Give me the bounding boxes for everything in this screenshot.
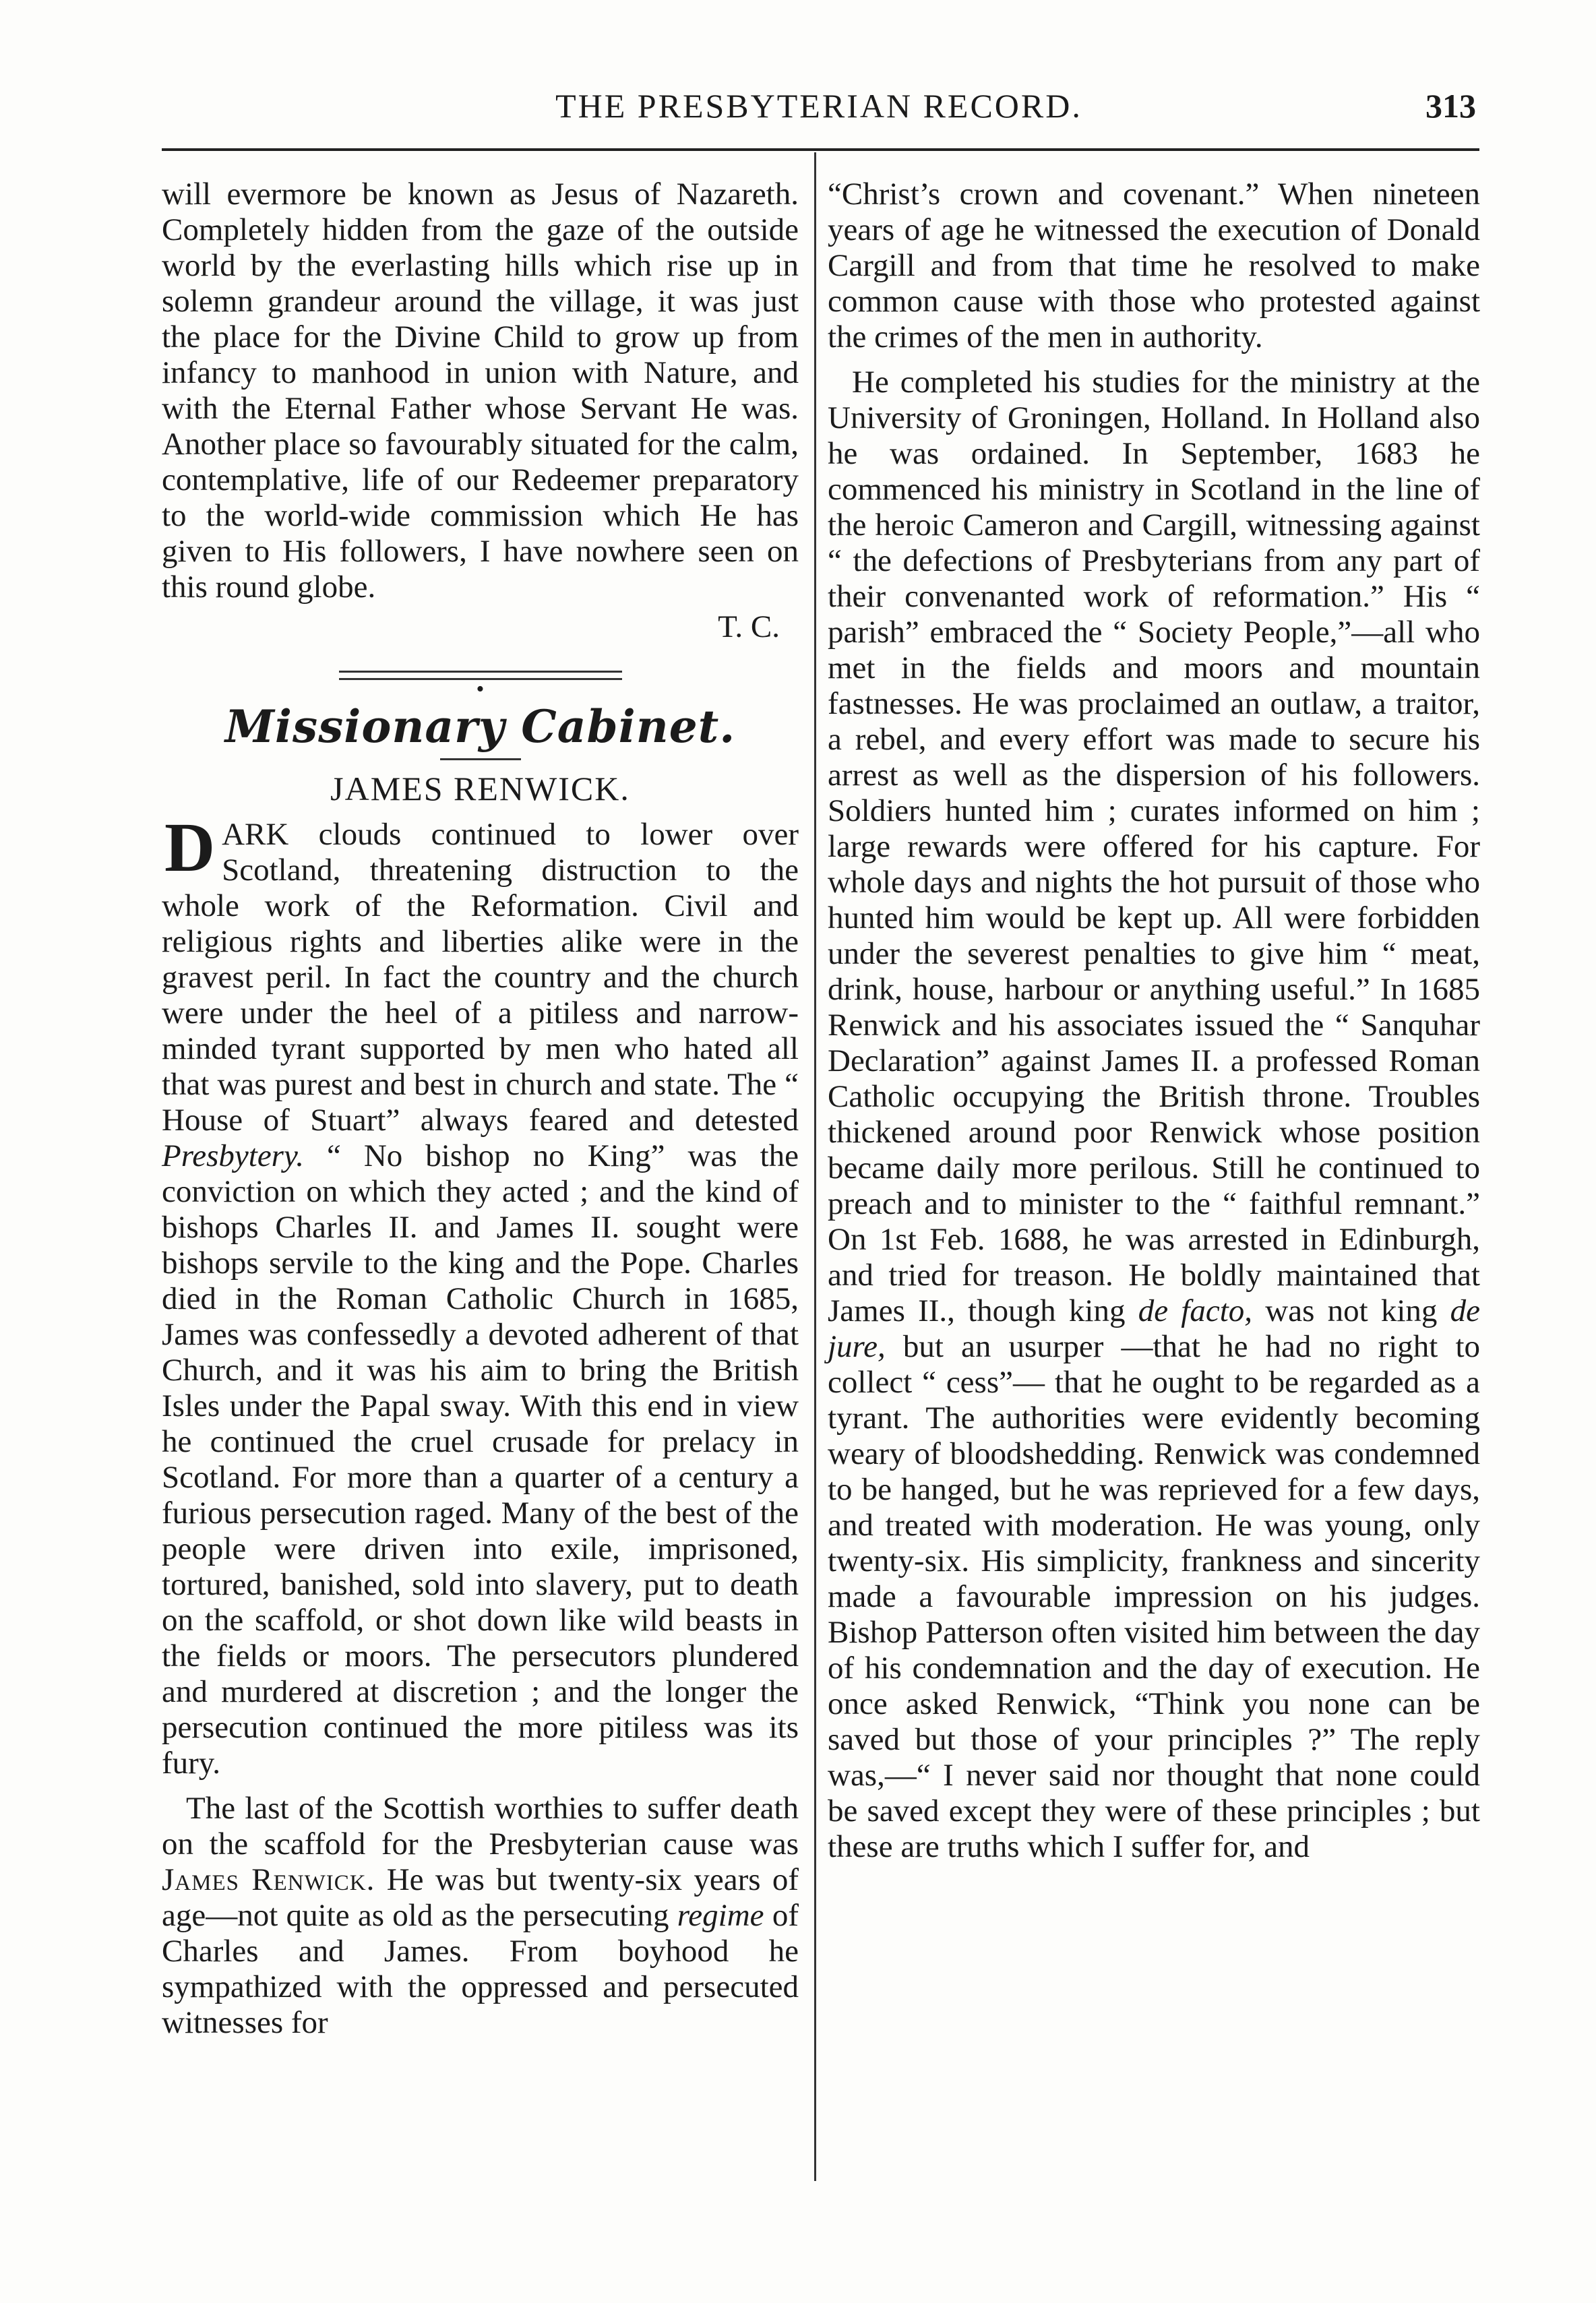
name-small-caps: James Renwick. — [162, 1862, 375, 1897]
right-paragraph-1: “Christ’s crown and covenant.” When nineteen years of age he witnessed the execution of Donald Cargill and from that time he resolved to make common cause with those who protested against the crimes of the men in authority. — [828, 177, 1480, 355]
right-column — [828, 177, 1480, 1865]
column-divider — [814, 152, 816, 2181]
header-rule — [162, 148, 1479, 151]
article-paragraph-2: The last of the Scottish worthies to suffer death on the scaffold for the Presbyterian cause was James Renwick. He was but twenty-six years of age—not quite as old as the persecuting regime of Charles and James. From boyhood he sympathized with the oppressed and persecuted witnesses for — [162, 1791, 799, 2040]
title-rule — [440, 758, 521, 760]
italic-de-facto: de facto, — [1138, 1293, 1253, 1328]
journal-title: THE PRESBYTERIAN RECORD. — [555, 87, 1082, 125]
article-title: JAMES RENWICK. — [330, 770, 630, 807]
italic-de-jure: de jure, — [828, 1293, 1481, 1364]
italic-presbytery: Presbytery. — [162, 1138, 304, 1173]
italic-regime: regime — [677, 1898, 764, 1933]
article-paragraph-1: DARK clouds continued to lower over Scotland, threatening distruction to the whole work of the Reformation. Civil and religious rights and liberties alike were in the gravest peril. In fact the country and the church were under the heel of a pitiless and narrow-minded tyrant supported by men who hated all that was purest and best in church and state. The “ House of Stuart” always feared and detested Presbytery. “ No bishop no King” was the conviction on which they acted ; and the kind of bishops Charles II. and James II. sought were bishops servile to the king and the Pope. Charles died in the Roman Catholic Church in 1685, James was confessedly a devoted adherent of that Church, and it was his aim to bring the British Isles under the Papal sway. With this end in view he continued the cruel crusade for prelacy in Scotland. For more than a quarter of a century a furious persecution raged. Many of the best of the people were driven into exile, imprisoned, tortured, banished, sold into slavery, put to death on the scaffold, or shot down like wild beasts in the fields or moors. The persecutors plundered and murdered at discretion ; and the longer the persecution continued the more pitiless was its fury. — [162, 809, 799, 1781]
separator-dot: • — [476, 677, 485, 702]
author-initials: T. C. — [718, 609, 780, 644]
left-column — [162, 177, 799, 2041]
page-header — [162, 82, 1476, 136]
page-number: 313 — [1425, 87, 1476, 125]
continued-paragraph: will evermore be known as Jesus of Nazareth. Completely hidden from the gaze of the outside world by the everlasting hills which rise up in solemn grandeur around the village, it was just the place for the Divine Child to grow up from infancy to manhood in union with Nature, and with the Eternal Father whose Servant He was. Another place so favourably situated for the calm, contemplative, life of our Redeemer preparatory to the world-wide commission which He has given to His followers, I have nowhere seen on this round globe. — [162, 177, 799, 605]
right-paragraph-2: He completed his studies for the ministry at the University of Groningen, Holland. In Holland also he was ordained. In September, 1683 he commenced his ministry in Scotland in the line of the heroic Cameron and Cargill, witnessing against “ the defections of Presbyterians from any part of their convenanted work of reformation.” His “ parish” embraced the “ Society People,”—all who met in the fields and moors and mountain fastnesses. He was proclaimed an outlaw, a traitor, a rebel, and every effort was made to secure his arrest as well as the dispersion of his followers. Soldiers hunted him ; curates informed on him ; large rewards were offered for his capture. For whole days and nights the hot pursuit of those who hunted him would be kept up. All were forbidden under the severest penalties to give him “ meat, drink, house, harbour or anything useful.” In 1685 Renwick and his associates issued the “ Sanquhar Declaration” against James II. a professed Roman Catholic occupying the British throne. Troubles thickened around poor Renwick whose position became daily more perilous. Still he continued to preach and to minister to the “ faithful remnant.” On 1st Feb. 1688, he was arrested in Edinburgh, and tried for treason. He boldly maintained that James II., though king de facto, was not king de jure, but an usurper —that he had no right to collect “ cess”— that he ought to be regarded as a tyrant. The authorities were evidently becoming weary of bloodshedding. Renwick was condemned to be hanged, but he was reprieved for a few days, and treated with moderation. He was young, only twenty-six. His simplicity, frankness and sincerity made a favourable impression on his judges. Bishop Patterson often visited him between the day of his condemnation and the day of execution. He once asked Renwick, “Think you none can be saved but those of your principles ?” The reply was,—“ I never said nor thought that none could be saved except they were of these principles ; but these are truths which I suffer for, and — [828, 365, 1481, 1864]
section-title: Missionary Cabinet. — [224, 700, 736, 753]
drop-cap: D — [164, 809, 216, 886]
